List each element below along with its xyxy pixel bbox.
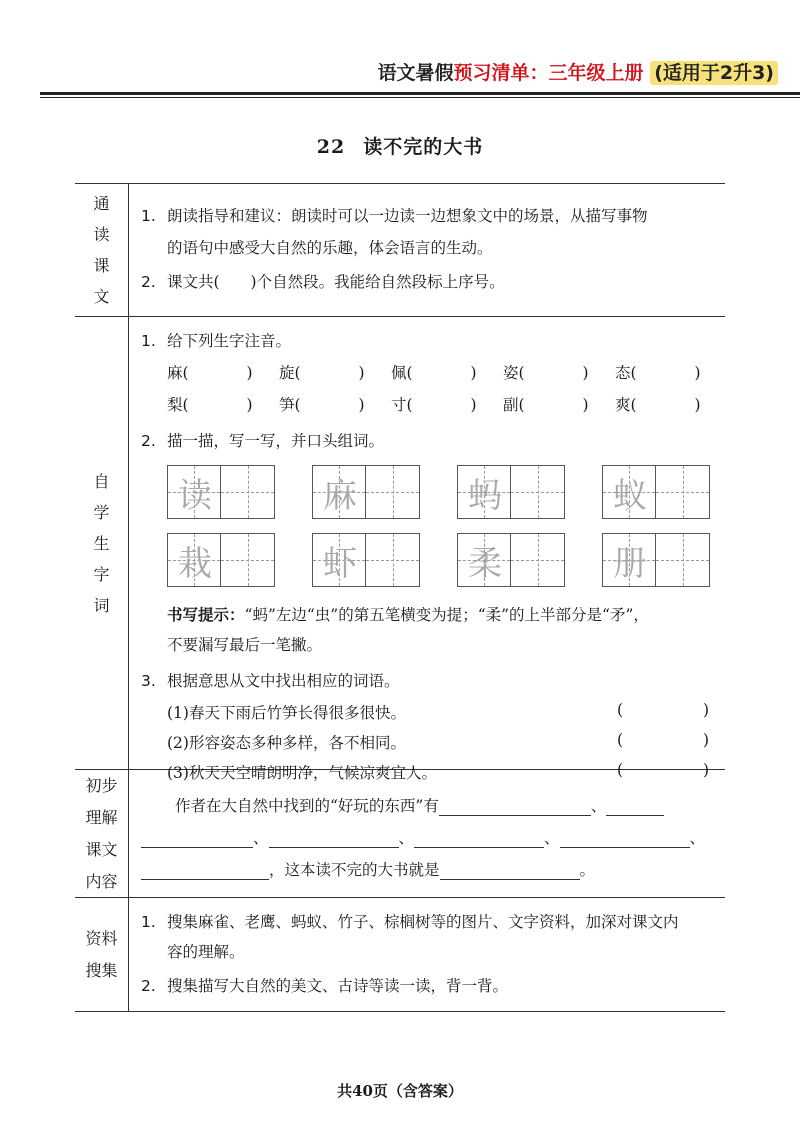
fill-blank[interactable]	[269, 830, 399, 848]
fill-blank[interactable]	[440, 862, 580, 880]
section-materials	[75, 898, 725, 1012]
pinyin-item[interactable]: 爽( )	[615, 396, 701, 414]
page-header	[0, 48, 800, 88]
fill-blank[interactable]	[141, 830, 253, 848]
answer-blank[interactable]: ( )	[617, 701, 709, 719]
trace-character: 读	[178, 475, 212, 516]
reading-advice: 1. 朗读指导和建议：朗读时可以一边读一边想象文中的场景，从描写事物	[141, 207, 648, 225]
pinyin-item[interactable]: 梨( )	[167, 396, 253, 414]
word-clue: (3)秋天天空晴朗明净，气候凉爽宜人。	[167, 764, 437, 782]
writing-grid[interactable]	[312, 533, 420, 587]
pinyin-item[interactable]: 麻( )	[167, 364, 253, 382]
grade-note-badge: (适用于2升3)	[650, 61, 778, 85]
paragraph-count-question: 2. 课文共( )个自然段。我能给自然段标上序号。	[141, 273, 505, 291]
writing-tip: 书写提示：“蚂”左边“虫”的第五笔横变为提；“柔”的上半部分是“矛”，	[167, 606, 649, 624]
section-self-study	[75, 317, 725, 782]
fill-blank[interactable]	[606, 798, 664, 816]
reading-advice-cont: 的语句中感受大自然的乐趣，体会语言的生动。	[167, 239, 493, 257]
trace-write-question: 2. 描一描，写一写，并口头组词。	[141, 432, 385, 450]
writing-grid[interactable]	[312, 465, 420, 519]
trace-character: 蚂	[468, 475, 502, 516]
fill-blank[interactable]	[560, 830, 690, 848]
writing-grid[interactable]	[167, 533, 275, 587]
writing-grid[interactable]	[167, 465, 275, 519]
section-read-text	[75, 184, 725, 317]
trace-character: 栽	[178, 543, 212, 584]
section-label: 自 学 生 字 词	[75, 317, 129, 769]
lesson-title	[0, 132, 800, 159]
writing-grid[interactable]	[457, 465, 565, 519]
pinyin-item[interactable]: 态( )	[615, 364, 701, 382]
pinyin-question: 1. 给下列生字注音。	[141, 332, 292, 350]
trace-character: 册	[613, 543, 647, 584]
trace-character: 虾	[323, 543, 357, 584]
lesson-number: 22	[316, 136, 346, 158]
pinyin-item[interactable]: 笋( )	[279, 396, 365, 414]
header-title: 语文暑假预习清单：三年级上册 (适用于2升3)	[378, 58, 778, 85]
worksheet-table	[75, 183, 725, 1012]
section-label: 初步 理解 课文 内容	[75, 770, 129, 897]
collect-materials-item: 1. 搜集麻雀、老鹰、蚂蚁、竹子、棕榈树等的图片、文字资料，加深对课文内	[141, 913, 679, 931]
trace-character: 麻	[323, 475, 357, 516]
understanding-line-2: 、 、 、 、	[141, 826, 705, 848]
writing-grid[interactable]	[602, 533, 710, 587]
find-words-question: 3. 根据意思从文中找出相应的词语。	[141, 672, 400, 690]
lesson-name: 读不完的大书	[363, 136, 484, 158]
fill-blank[interactable]	[414, 830, 544, 848]
word-clue: (2)形容姿态多种多样，各不相同。	[167, 734, 406, 752]
pinyin-item[interactable]: 姿( )	[503, 364, 589, 382]
understanding-line-3: ，这本读不完的大书就是 。	[141, 858, 595, 880]
collect-materials-cont: 容的理解。	[167, 943, 245, 961]
pinyin-item[interactable]: 寸( )	[391, 396, 477, 414]
section-understanding	[75, 770, 725, 898]
answer-blank[interactable]: ( )	[617, 731, 709, 749]
writing-grid[interactable]	[602, 465, 710, 519]
section-label: 通 读 课 文	[75, 184, 129, 316]
header-rule	[40, 92, 800, 95]
writing-tip-cont: 不要漏写最后一笔撇。	[167, 636, 323, 654]
pinyin-item[interactable]: 副( )	[503, 396, 589, 414]
collect-poems-item: 2. 搜集描写大自然的美文、古诗等读一读，背一背。	[141, 977, 509, 995]
fill-blank[interactable]	[141, 862, 269, 880]
page-footer: 共40页（含答案）	[337, 1082, 463, 1100]
answer-blank[interactable]: ( )	[617, 761, 709, 779]
pinyin-item[interactable]: 旋( )	[279, 364, 365, 382]
fill-blank[interactable]	[439, 798, 591, 816]
trace-character: 柔	[468, 543, 502, 584]
writing-grid[interactable]	[457, 533, 565, 587]
section-label: 资料 搜集	[75, 898, 129, 1011]
word-clue: (1)春天下雨后竹笋长得很多很快。	[167, 704, 406, 722]
header-rule-thin	[40, 97, 800, 98]
trace-character: 蚁	[613, 475, 647, 516]
understanding-line-1: 作者在大自然中找到的“好玩的东西”有 、	[175, 794, 664, 816]
pinyin-item[interactable]: 佩( )	[391, 364, 477, 382]
